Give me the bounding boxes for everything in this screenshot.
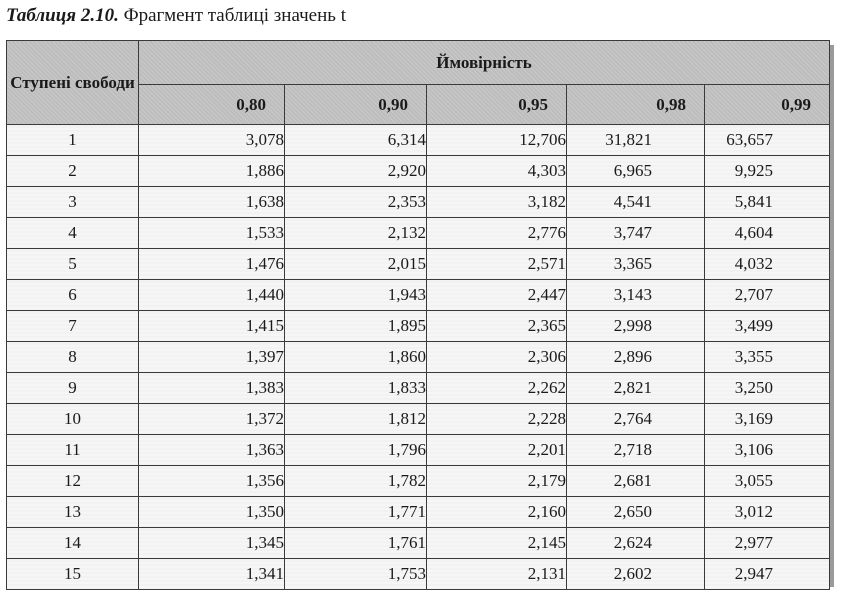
probability-column-header: 0,80 <box>139 85 285 125</box>
table-cell: 3,106 <box>705 435 830 466</box>
table-cell: 1,533 <box>139 218 285 249</box>
table-row <box>7 280 830 311</box>
table-cell: 31,821 <box>567 125 705 156</box>
probability-column-header: 0,90 <box>285 85 427 125</box>
table-cell: 2,998 <box>567 311 705 342</box>
table-cell: 1,886 <box>139 156 285 187</box>
table-row <box>7 404 830 435</box>
degrees-of-freedom-cell: 5 <box>7 249 139 280</box>
table-cell: 2,681 <box>567 466 705 497</box>
degrees-of-freedom-cell: 13 <box>7 497 139 528</box>
table-cell: 1,796 <box>285 435 427 466</box>
table-cell: 2,447 <box>427 280 567 311</box>
table-cell: 4,541 <box>567 187 705 218</box>
table-cell: 1,356 <box>139 466 285 497</box>
table-cell: 2,920 <box>285 156 427 187</box>
table-cell: 1,350 <box>139 497 285 528</box>
caption-label: Таблиця 2.10. <box>6 5 119 26</box>
degrees-of-freedom-cell: 12 <box>7 466 139 497</box>
table-cell: 3,169 <box>705 404 830 435</box>
table-cell: 4,604 <box>705 218 830 249</box>
table-cell: 2,821 <box>567 373 705 404</box>
table-cell: 1,363 <box>139 435 285 466</box>
table-row <box>7 559 830 590</box>
table-row <box>7 466 830 497</box>
table-cell: 2,977 <box>705 528 830 559</box>
degrees-of-freedom-cell: 7 <box>7 311 139 342</box>
table-cell: 2,707 <box>705 280 830 311</box>
table-cell: 2,650 <box>567 497 705 528</box>
degrees-of-freedom-cell: 9 <box>7 373 139 404</box>
table-cell: 6,314 <box>285 125 427 156</box>
table-cell: 1,761 <box>285 528 427 559</box>
table-cell: 2,201 <box>427 435 567 466</box>
table-cell: 1,372 <box>139 404 285 435</box>
table-cell: 2,624 <box>567 528 705 559</box>
table-cell: 1,812 <box>285 404 427 435</box>
table-caption <box>6 5 346 27</box>
table-cell: 1,833 <box>285 373 427 404</box>
table-cell: 3,355 <box>705 342 830 373</box>
table-row <box>7 187 830 218</box>
table-cell: 4,303 <box>427 156 567 187</box>
table-cell: 3,250 <box>705 373 830 404</box>
table-row <box>7 435 830 466</box>
table-cell: 1,397 <box>139 342 285 373</box>
table-cell: 3,055 <box>705 466 830 497</box>
table-cell: 1,943 <box>285 280 427 311</box>
table-cell: 1,782 <box>285 466 427 497</box>
table-cell: 63,657 <box>705 125 830 156</box>
table-cell: 12,706 <box>427 125 567 156</box>
table-row <box>7 218 830 249</box>
table-cell: 2,764 <box>567 404 705 435</box>
degrees-of-freedom-cell: 14 <box>7 528 139 559</box>
table-cell: 2,947 <box>705 559 830 590</box>
table-row <box>7 156 830 187</box>
table-cell: 1,860 <box>285 342 427 373</box>
probability-column-header: 0,95 <box>427 85 567 125</box>
table-cell: 1,895 <box>285 311 427 342</box>
table-row <box>7 249 830 280</box>
probability-column-header: 0,99 <box>705 85 830 125</box>
table-cell: 1,383 <box>139 373 285 404</box>
table-cell: 1,341 <box>139 559 285 590</box>
table-row <box>7 125 830 156</box>
table-cell: 2,353 <box>285 187 427 218</box>
table-cell: 3,078 <box>139 125 285 156</box>
degrees-of-freedom-cell: 10 <box>7 404 139 435</box>
table-cell: 5,841 <box>705 187 830 218</box>
table-cell: 2,896 <box>567 342 705 373</box>
table-cell: 3,143 <box>567 280 705 311</box>
table-cell: 2,262 <box>427 373 567 404</box>
probability-header: Ймовірність <box>139 41 830 85</box>
table-cell: 2,131 <box>427 559 567 590</box>
table-cell: 2,228 <box>427 404 567 435</box>
degrees-of-freedom-cell: 2 <box>7 156 139 187</box>
degrees-of-freedom-cell: 3 <box>7 187 139 218</box>
table-cell: 2,306 <box>427 342 567 373</box>
table-cell: 2,365 <box>427 311 567 342</box>
table-cell: 3,182 <box>427 187 567 218</box>
table-cell: 2,571 <box>427 249 567 280</box>
table-cell: 1,440 <box>139 280 285 311</box>
t-values-table <box>6 40 830 590</box>
table-cell: 1,476 <box>139 249 285 280</box>
table-cell: 1,771 <box>285 497 427 528</box>
table-cell: 2,132 <box>285 218 427 249</box>
degrees-of-freedom-header: Ступені свободи <box>7 41 139 125</box>
table-cell: 2,145 <box>427 528 567 559</box>
degrees-of-freedom-cell: 4 <box>7 218 139 249</box>
table-cell: 1,345 <box>139 528 285 559</box>
table-cell: 2,179 <box>427 466 567 497</box>
table-cell: 2,718 <box>567 435 705 466</box>
table-cell: 9,925 <box>705 156 830 187</box>
table-row <box>7 311 830 342</box>
table-cell: 6,965 <box>567 156 705 187</box>
table-cell: 3,012 <box>705 497 830 528</box>
table-row <box>7 373 830 404</box>
table-cell: 3,499 <box>705 311 830 342</box>
degrees-of-freedom-cell: 11 <box>7 435 139 466</box>
table-cell: 3,747 <box>567 218 705 249</box>
table-cell: 2,776 <box>427 218 567 249</box>
table-cell: 4,032 <box>705 249 830 280</box>
table-cell: 3,365 <box>567 249 705 280</box>
table-cell: 2,015 <box>285 249 427 280</box>
degrees-of-freedom-cell: 1 <box>7 125 139 156</box>
degrees-of-freedom-cell: 15 <box>7 559 139 590</box>
table-row <box>7 342 830 373</box>
degrees-of-freedom-cell: 8 <box>7 342 139 373</box>
table-row <box>7 497 830 528</box>
table-cell: 2,602 <box>567 559 705 590</box>
table-frame <box>6 40 829 582</box>
degrees-of-freedom-cell: 6 <box>7 280 139 311</box>
table-cell: 1,415 <box>139 311 285 342</box>
table-cell: 2,160 <box>427 497 567 528</box>
table-row <box>7 528 830 559</box>
caption-text: Фрагмент таблиці значень t <box>123 5 346 26</box>
table-cell: 1,638 <box>139 187 285 218</box>
probability-column-header: 0,98 <box>567 85 705 125</box>
table-cell: 1,753 <box>285 559 427 590</box>
